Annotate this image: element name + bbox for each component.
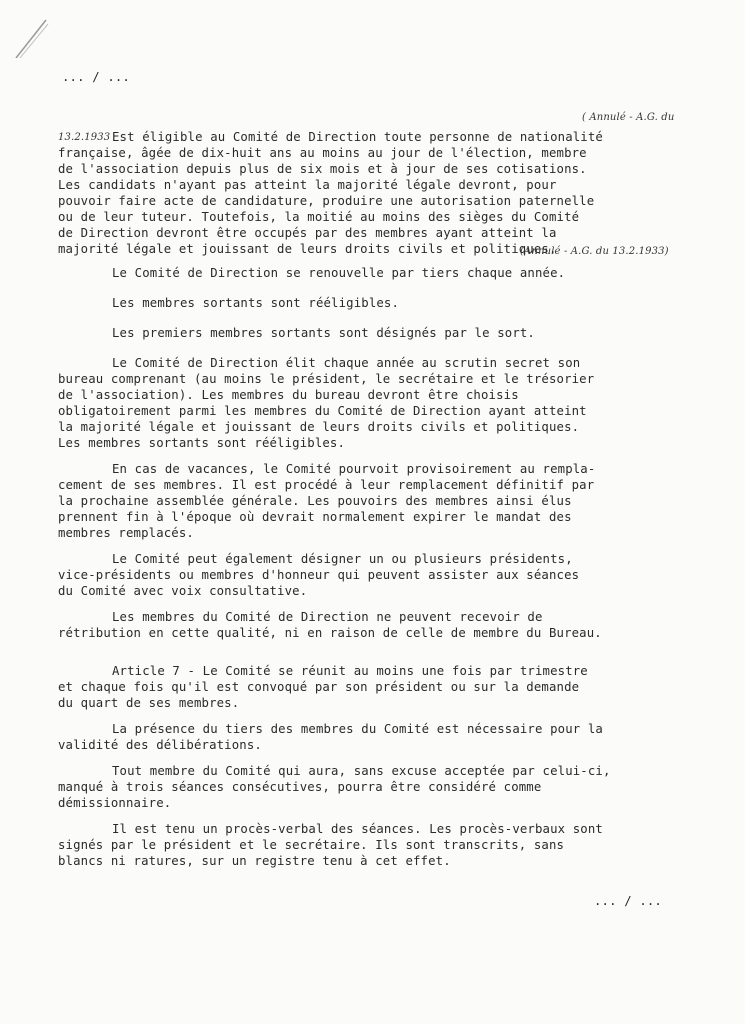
text-line: du Comité avec voix consultative. xyxy=(58,584,308,598)
text-line: Le Comité peut également désigner un ou plusieurs présidents, xyxy=(112,552,573,566)
text-line: vice-présidents ou membres d'honneur qui peuvent assister aux séances xyxy=(58,568,580,582)
text-line: blancs ni ratures, sur un registre tenu à cet effet. xyxy=(58,854,451,868)
paragraph-renewal: Le Comité de Direction se renouvelle par tiers chaque année. xyxy=(112,266,566,280)
text-line: Les membres sortants sont rééligibles. xyxy=(58,436,346,450)
text-line: la prochaine assemblée générale. Les pouvoirs des membres ainsi élus xyxy=(58,494,572,508)
text-line: la majorité légale et jouissant de leurs droits civils et politiques. xyxy=(58,420,580,434)
text-line: prennent fin à l'époque où devrait normalement expirer le mandat des xyxy=(58,510,572,524)
text-line: démissionnaire. xyxy=(58,796,172,810)
paragraph-first-outgoing: Les premiers membres sortants sont désignés par le sort. xyxy=(112,326,535,340)
continuation-top: ... / ... xyxy=(62,70,130,84)
text-line: Tout membre du Comité qui aura, sans excuse acceptée par celui-ci, xyxy=(112,764,611,778)
text-line: ou de leur tuteur. Toutefois, la moitié au moins des sièges du Comité xyxy=(58,210,580,224)
annotation-margin-date: 13.2.1933 xyxy=(58,132,111,143)
annotation-bottom-right: (Annulé - A.G. du 13.2.1933) xyxy=(520,246,669,257)
continuation-bottom: ... / ... xyxy=(594,894,662,908)
text-line: obligatoirement parmi les membres du Comité de Direction ayant atteint xyxy=(58,404,587,418)
text-line: majorité légale et jouissant de leurs droits civils et politiques. xyxy=(58,242,557,256)
text-line: manqué à trois séances consécutives, pourra être considéré comme xyxy=(58,780,542,794)
text-line: Les candidats n'ayant pas atteint la majorité légale devront, pour xyxy=(58,178,557,192)
text-line: signés par le président et le secrétaire. Ils sont transcrits, sans xyxy=(58,838,565,852)
text-line: du quart de ses membres. xyxy=(58,696,240,710)
text-line: de Direction devront être occupés par des membres ayant atteint la xyxy=(58,226,557,240)
text-line: En cas de vacances, le Comité pourvoit provisoirement au rempla- xyxy=(112,462,596,476)
scan-edge-mark xyxy=(14,18,54,58)
text-line: membres remplacés. xyxy=(58,526,194,540)
text-line: La présence du tiers des membres du Comité est nécessaire pour la xyxy=(112,722,603,736)
text-line: française, âgée de dix-huit ans au moins au jour de l'élection, membre xyxy=(58,146,587,160)
text-line: de l'association depuis plus de six mois et à jour de ses cotisations. xyxy=(58,162,587,176)
text-line: Le Comité de Direction élit chaque année au scrutin secret son xyxy=(112,356,581,370)
text-line: cement de ses membres. Il est procédé à leur remplacement définitif par xyxy=(58,478,595,492)
text-line: validité des délibérations. xyxy=(58,738,262,752)
text-line: Est éligible au Comité de Direction toute personne de nationalité xyxy=(112,130,603,144)
text-line: de l'association). Les membres du bureau devront être choisis xyxy=(58,388,519,402)
text-line: rétribution en cette qualité, ni en raison de celle de membre du Bureau. xyxy=(58,626,602,640)
text-line: bureau comprenant (au moins le président, le secrétaire et le trésorier xyxy=(58,372,595,386)
annotation-top-right: ( Annulé - A.G. du xyxy=(582,112,675,123)
text-line: pouvoir faire acte de candidature, produire une autorisation paternelle xyxy=(58,194,595,208)
paragraph-reeligible: Les membres sortants sont rééligibles. xyxy=(112,296,400,310)
text-line: Les membres du Comité de Direction ne peuvent recevoir de xyxy=(112,610,543,624)
text-line: et chaque fois qu'il est convoqué par son président ou sur la demande xyxy=(58,680,580,694)
text-line: Article 7 - Le Comité se réunit au moins une fois par trimestre xyxy=(112,664,588,678)
text-line: Il est tenu un procès-verbal des séances. Les procès-verbaux sont xyxy=(112,822,603,836)
